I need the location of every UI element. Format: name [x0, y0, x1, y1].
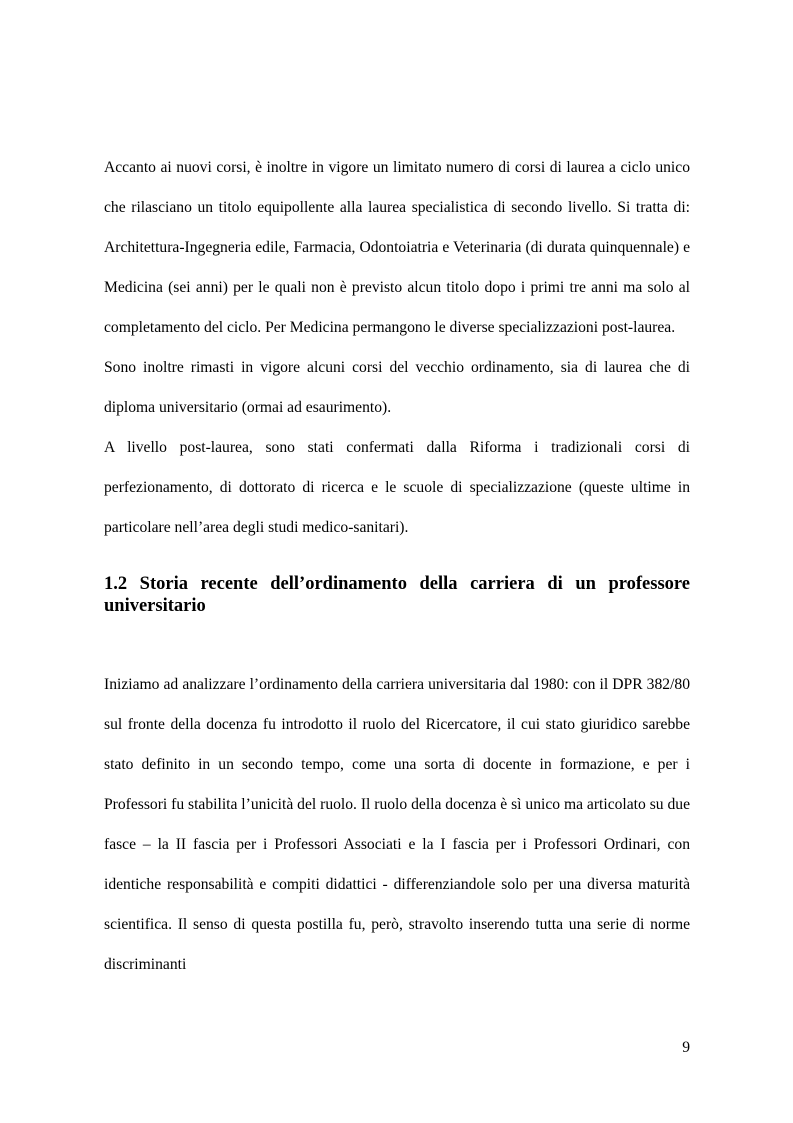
section-heading: 1.2 Storia recente dell’ordinamento della carriera di un professore universitario	[104, 574, 690, 616]
body-paragraph: Iniziamo ad analizzare l’ordinamento della carriera universitaria dal 1980: con il DPR 382/80 sul fronte della docenza fu introdotto il ruolo del Ricercatore, il cui stato giuridico sarebbe stato definito in un secondo tempo, come una sorta di docente in formazione, e per i Professori fu stabilita l’unicità del ruolo. Il ruolo della docenza è sì unico ma articolato su due fasce – la II fascia per i Professori Associati e la I fascia per i Professori Ordinari, con identiche responsabilità e compiti didattici - differenziandole solo per una diversa maturità scientifica. Il senso di questa postilla fu, però, stravolto inserendo tutta una serie di norme discriminanti	[104, 676, 690, 973]
heading-spacer	[104, 617, 690, 665]
page-number: 9	[682, 1039, 690, 1056]
body-paragraph: Accanto ai nuovi corsi, è inoltre in vigore un limitato numero di corsi di laurea a ciclo unico che rilasciano un titolo equipollente alla laurea specialistica di secondo livello. Si tratta di: Architettura-Ingegneria edile, Farmacia, Odontoiatria e Veterinaria (di durata quinquennale) e Medicina (sei anni) per le quali non è previsto alcun titolo dopo i primi tre anni ma solo al completamento del ciclo. Per Medicina permangono le diverse specializzazioni post-laurea.	[104, 159, 690, 336]
body-paragraph: A livello post-laurea, sono stati confermati dalla Riforma i tradizionali corsi di perfezionamento, di dottorato di ricerca e le scuole di specializzazione (queste ultime in particolare nell’area degli studi medico-sanitari).	[104, 439, 690, 536]
body-paragraph: Sono inoltre rimasti in vigore alcuni corsi del vecchio ordinamento, sia di laurea che di diploma universitario (ormai ad esaurimento).	[104, 359, 690, 416]
document-page	[104, 148, 690, 985]
